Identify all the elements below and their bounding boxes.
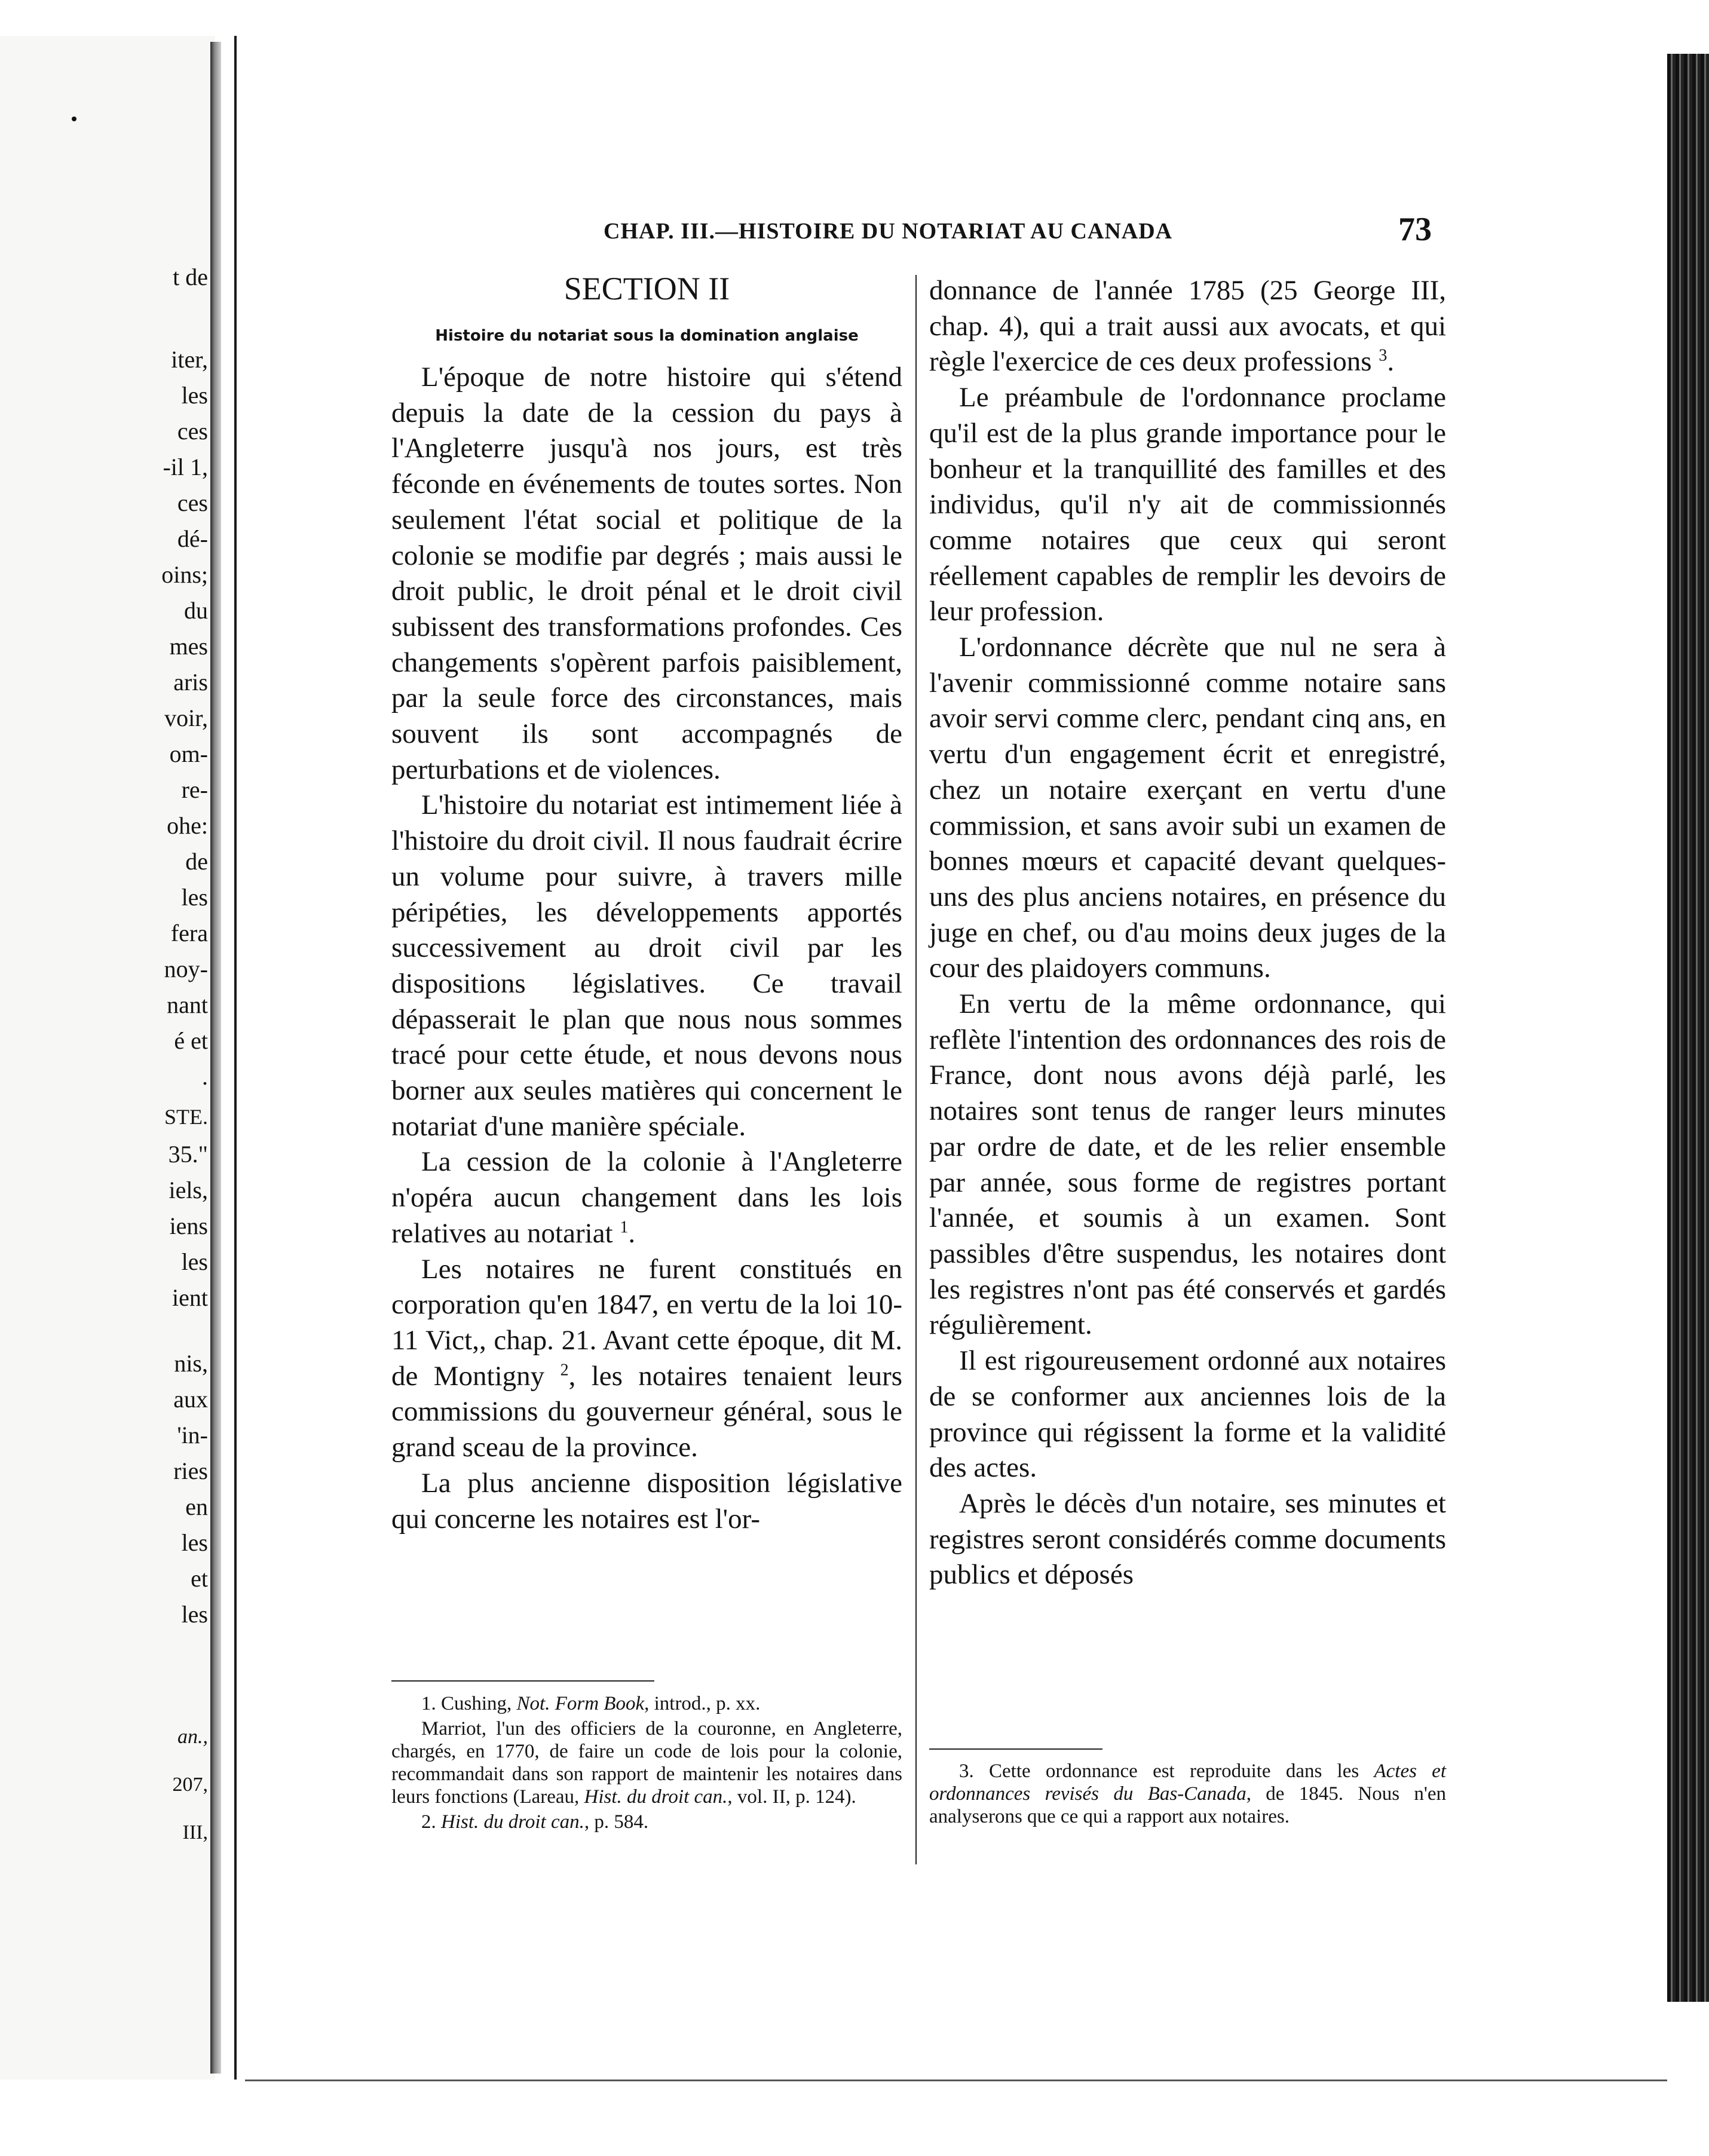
- footnote-number: 2.: [421, 1811, 436, 1833]
- prev-page-line: ries: [173, 1457, 208, 1484]
- footnote-1: [391, 1692, 902, 1715]
- prev-page-line: aris: [173, 669, 208, 696]
- book-gutter: [210, 42, 221, 2074]
- paragraph: La cession de la colonie à l'Angleterre n'opéra aucun changement dans les lois relatives au notariat $^1$.: [391, 1146, 902, 1249]
- prev-page-line: en: [185, 1493, 208, 1520]
- paragraph-text: , les notaires tenaient leurs commissions du gouverneur général, sous le grand sceau de la province.: [391, 1360, 903, 1463]
- paragraph: L'ordonnance décrète que nul ne sera à l'avenir commissionné comme notaire sans avoir servi comme clerc, pendant cinq ans, en vertu d'un engagement écrit et enregistré, chez un notaire exerçant en vertu d'une commission, et sans avoir subi un examen de bonnes mœurs et capacité devant quelques-uns des plus anciens notaires, en présence du juge en chef, ou d'au moins deux juges de la cour des plaidoyers communs.: [929, 632, 1446, 984]
- footnote-title: Not. Form Book: [516, 1693, 645, 1714]
- footnote-3: [929, 1760, 1446, 1828]
- footnote-text: , de 1845. Nous n'en analyserons que ce qui a rapport aux notaires.: [929, 1783, 1446, 1827]
- prev-page-line: voir,: [164, 705, 208, 731]
- prev-page-line: 207,: [172, 1774, 208, 1796]
- section-title: SECTION II: [563, 271, 730, 307]
- footnote-number: 3.: [959, 1760, 974, 1782]
- prev-page-line: les: [181, 1601, 208, 1628]
- footnote-text: , p. 584.: [584, 1811, 649, 1833]
- prev-page-line: iter,: [171, 346, 208, 373]
- prev-page-line: dé-: [177, 525, 208, 552]
- prev-page-line: iens: [169, 1212, 208, 1239]
- prev-page-line: ient: [172, 1284, 208, 1311]
- prev-page-line: ohe:: [167, 812, 208, 839]
- footnote-rule: [391, 1680, 654, 1682]
- prev-page-line: iels,: [169, 1177, 208, 1203]
- prev-page-line: 'in-: [177, 1422, 208, 1448]
- page-stack-edges: [1667, 54, 1709, 2002]
- prev-page-line: les: [181, 1248, 208, 1275]
- prev-page-line: les: [181, 884, 208, 911]
- footnote-title: Hist. du droit can.: [584, 1786, 728, 1808]
- footnote-title: Hist. du droit can.: [441, 1811, 584, 1833]
- footnote-2: [391, 1811, 902, 1833]
- prev-page-line: an.,: [177, 1726, 208, 1748]
- footnotes-left: [391, 1692, 902, 1836]
- prev-page-line: t de: [173, 264, 208, 290]
- paragraph: Après le décès d'un notaire, ses minutes et registres seront considérés comme documents publics et déposés: [929, 1487, 1446, 1591]
- page-number: 73: [1398, 211, 1432, 248]
- prev-page-line: re-: [181, 776, 208, 803]
- prev-page-line: -il 1,: [163, 454, 208, 480]
- prev-page-line: ces: [177, 489, 208, 516]
- footnote-number: 1.: [421, 1693, 436, 1714]
- page-bottom-edge: [245, 2080, 1667, 2081]
- footnote-text: Marriot, l'un des officiers de la couronne, en Angleterre, chargés, en 1770, de faire un code de lois pour la colonie, recommandait dans son rapport de maintenir les notaires dans leurs fonctions (Lareau,: [391, 1718, 902, 1808]
- paragraph: En vertu de la même ordonnance, qui reflète l'intention des ordonnances des rois de France, dont nous avons déjà parlé, les notaires sont tenus de ranger leurs minutes par ordre de date, et de les relier ensemble par année, sous forme de registres portant l'année, et soumis à un examen. Sont passibles d'être suspendus, les notaires dont les registres n'ont pas été conservés et gardés régulièrement.: [929, 988, 1446, 1341]
- paragraph: La plus ancienne disposition législative qui concerne les notaires est l'or-: [391, 1467, 902, 1535]
- footnote-text: , vol. II, p. 124).: [727, 1786, 856, 1808]
- right-column: [929, 273, 1446, 1593]
- prev-page-line: et: [191, 1565, 208, 1592]
- paragraph-text: La cession de la colonie à l'Angleterre n'opéra aucun changement dans les lois relatives au notariat: [391, 1146, 902, 1249]
- prev-page-line: mes: [169, 633, 208, 660]
- paragraph-text: Les notaires ne furent constitués en corporation qu'en 1847, en vertu de la loi 10-11 Vict,, chap. 21. Avant cette époque, dit M. de Montigny: [391, 1253, 902, 1392]
- prev-page-line: III,: [182, 1821, 208, 1843]
- paragraph: Il est rigoureusement ordonné aux notaires de se conformer aux anciennes lois de la province qui régissent la forme et la validité des actes.: [929, 1345, 1446, 1484]
- footnotes-right: [929, 1760, 1446, 1830]
- prev-page-line: fera: [170, 920, 208, 947]
- prev-page-line: les: [181, 382, 208, 409]
- page-left-edge: [234, 36, 237, 2080]
- paragraph: L'époque de notre histoire qui s'étend depuis la date de la cession du pays à l'Angleterre jusqu'à nos jours, est très féconde en événements de toutes sortes. Non seulement l'état social et politique de la colonie se modifie par degrés ; mais aussi le droit public, le droit pénal et le droit civil subissent des transformations profondes. Ces changements s'opèrent parfois paisiblement, par la seule force des circonstances, mais souvent ils sont accompagnés de perturbations et de violences.: [391, 362, 902, 785]
- prev-page-line: de: [185, 848, 208, 875]
- paragraph: [391, 1252, 902, 1466]
- footnote-1-continued: [391, 1717, 902, 1808]
- prev-page-line: noy-: [164, 956, 208, 982]
- footnote-ref: 3: [1379, 346, 1388, 365]
- footnote-ref: 1: [620, 1218, 629, 1237]
- footnote-title: Actes et ordonnances revisés du Bas-Canada: [929, 1760, 1446, 1805]
- column-divider: [915, 275, 917, 1864]
- prev-page-line: nis,: [174, 1350, 208, 1377]
- prev-page-line: ces: [177, 418, 208, 445]
- running-header: CHAP. III.—HISTOIRE DU NOTARIAT AU CANADA: [604, 219, 1173, 244]
- footnote-text: , introd., p. xx.: [644, 1693, 761, 1714]
- footnote-ref: 2: [560, 1361, 569, 1380]
- paragraph: L'histoire du notariat est intimement liée à l'histoire du droit civil. Il nous faudrait écrire un volume pour suivre, à travers mille péripéties, les développements apportés successivement au droit civil par les dispositions législatives. Ce travail dépasserait le plan que nous nous sommes tracé pour cette étude, et nous devons nous borner aux seules matières qui concernent le notariat d'une manière spéciale.: [391, 789, 902, 1142]
- prev-page-line: STE.: [164, 1105, 208, 1129]
- prev-page-line: 35.": [168, 1141, 208, 1168]
- prev-page-line: .: [202, 1063, 208, 1090]
- footnote-text: Cushing,: [441, 1693, 512, 1714]
- footnote-rule: [929, 1748, 1102, 1750]
- left-column: [391, 360, 902, 1537]
- ink-speck: [72, 117, 76, 121]
- prev-page-line: é et: [174, 1027, 208, 1054]
- prev-page-line: les: [181, 1529, 208, 1556]
- prev-page-line: om-: [169, 740, 208, 767]
- section-subtitle: Histoire du notariat sous la domination anglaise: [435, 327, 859, 345]
- prev-page-line: aux: [173, 1386, 208, 1413]
- footnote-text: Cette ordonnance est reproduite dans les: [989, 1760, 1359, 1782]
- previous-page-fragment: [0, 36, 215, 2080]
- prev-page-line: nant: [167, 991, 208, 1018]
- paragraph: Le préambule de l'ordonnance proclame qu'il est de la plus grande importance pour le bonheur et la tranquillité des familles et des individus, qu'il n'y ait de commissionnés comme notaires que ceux qui seront réellement capables de remplir les devoirs de leur profession.: [929, 382, 1446, 627]
- prev-page-line: oins;: [161, 561, 208, 588]
- prev-page-line: du: [184, 597, 208, 624]
- paragraph-text: donnance de l'année 1785 (25 George III, chap. 4), qui a trait aussi aux avocats, et qui règle l'exercice de ces deux professions: [929, 275, 1446, 378]
- paragraph: donnance de l'année 1785 (25 George III, chap. 4), qui a trait aussi aux avocats, et qui règle l'exercice de ces deux professions $^3$.: [929, 275, 1446, 378]
